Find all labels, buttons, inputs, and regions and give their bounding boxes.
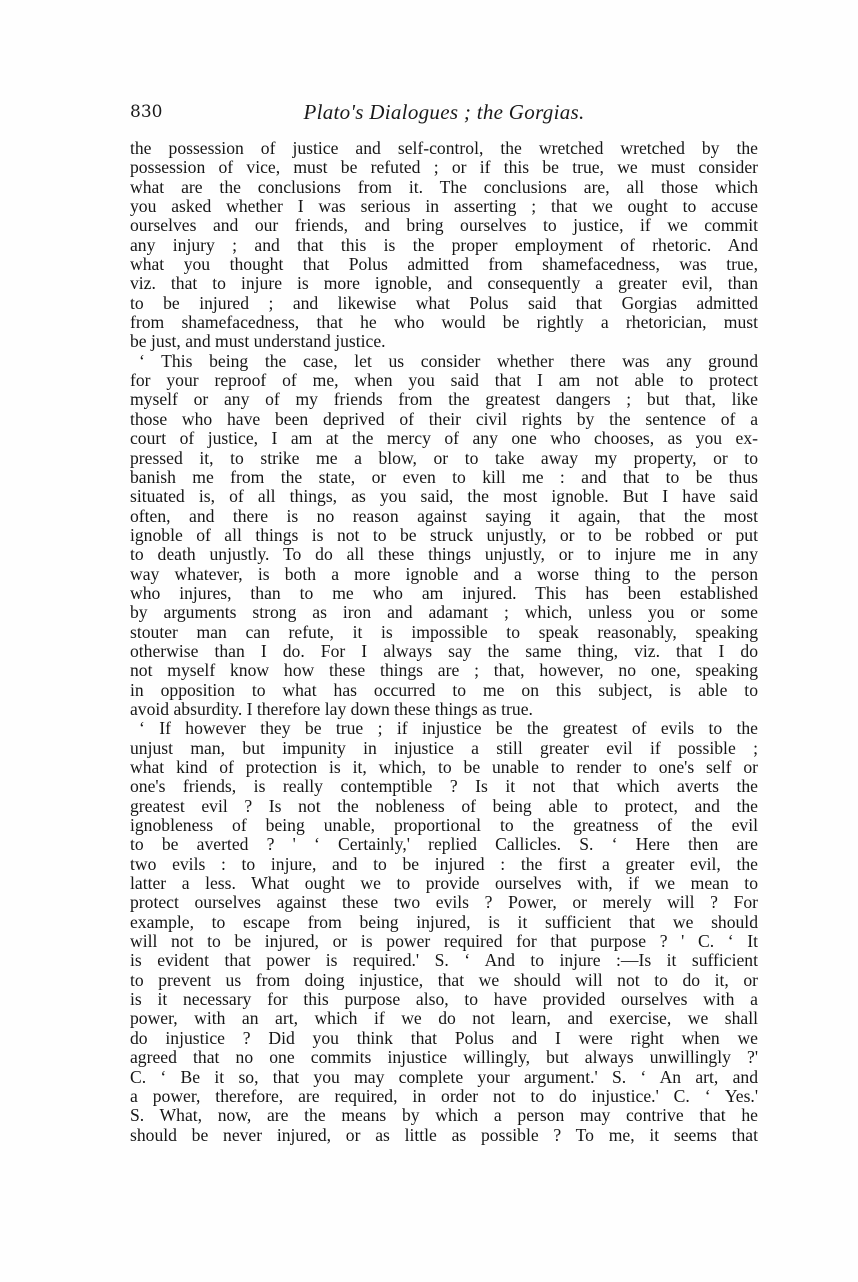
text-line: latter a less. What ought we to provide ourselves with, if we mean to — [130, 873, 758, 894]
text-line: from shamefacedness, that he who would be rightly a rhetorician, must — [130, 312, 758, 333]
text-line: not myself know how these things are ; that, however, no one, speaking — [130, 660, 758, 681]
text-line: who injures, than to me who am injured. This has been established — [130, 582, 758, 603]
text-line: S. What, now, are the means by which a person may contrive that he — [130, 1105, 758, 1126]
text-line: should be never injured, or as little as possible ? To me, it seems that — [130, 1124, 758, 1145]
paragraph-start-line: ‘ This being the case, let us consider whether there was any ground — [139, 350, 758, 371]
text-line: ourselves and our friends, and bring ourselves to justice, if we commit — [130, 215, 758, 236]
text-line: C. ‘ Be it so, that you may complete your argument.' S. ‘ An art, and — [130, 1066, 758, 1087]
text-line: what are the conclusions from it. The conclusions are, all those which — [130, 176, 758, 197]
paragraph-end-line: be just, and must understand justice. — [130, 331, 386, 352]
text-line: court of justice, I am at the mercy of any one who chooses, as you ex- — [130, 428, 758, 449]
text-line: power, with an art, which if we do not learn, and exercise, we shall — [130, 1008, 758, 1029]
text-line: one's friends, is really contemptible ? Is it not that which averts the — [130, 776, 758, 797]
text-line: in opposition to what has occurred to me on this subject, is able to — [130, 679, 758, 700]
paragraph-end-line: avoid absurdity. I therefore lay down these things as true. — [130, 698, 533, 719]
text-line: any injury ; and that this is the proper employment of rhetoric. And — [130, 234, 758, 255]
text-line: possession of vice, must be refuted ; or if this be true, we must consider — [130, 157, 758, 178]
text-line: to be injured ; and likewise what Polus said that Gorgias admitted — [130, 292, 758, 313]
text-line: by arguments strong as iron and adamant ; which, unless you or some — [130, 602, 758, 623]
text-line: often, and there is no reason against saying it again, that the most — [130, 505, 758, 526]
text-line: what kind of protection is it, which, to be unable to render to one's self or — [130, 757, 758, 777]
running-title: Plato's Dialogues ; the Gorgias. — [303, 100, 585, 124]
text-line: a power, therefore, are required, in order not to do injustice.' C. ‘ Yes.' — [130, 1085, 758, 1106]
text-line: stouter man can refute, it is impossible to speak reasonably, speaking — [130, 621, 758, 642]
text-line: banish me from the state, or even to kill me : and that to be thus — [130, 466, 758, 487]
text-line: those who have been deprived of their civil rights by the sentence of a — [130, 408, 758, 429]
text-line: ignobleness of being unable, proportional to the greatness of the evil — [130, 815, 758, 836]
text-line: is it necessary for this purpose also, to have provided ourselves with a — [130, 989, 758, 1010]
text-line: myself or any of my friends from the greatest dangers ; but that, like — [130, 389, 758, 410]
text-line: greatest evil ? Is not the nobleness of being able to protect, and the — [130, 795, 758, 816]
text-line: to death unjustly. To do all these things unjustly, or to injure me in any — [130, 544, 758, 565]
text-line: viz. that to injure is more ignoble, and consequently a greater evil, than — [130, 273, 758, 294]
text-line: do injustice ? Did you think that Polus and I were right when we — [130, 1027, 758, 1048]
text-line: will not to be injured, or is power required for that purpose ? ' C. ‘ It — [130, 931, 758, 952]
page-number: 830 — [130, 102, 163, 122]
text-line: what you thought that Polus admitted from shamefacedness, was true, — [130, 254, 758, 275]
text-line: the possession of justice and self-control, the wretched wretched by the — [130, 138, 758, 158]
running-head — [130, 100, 758, 126]
text-line: two evils : to injure, and to be injured : the first a greater evil, the — [130, 853, 758, 874]
text-line: otherwise than I do. For I always say the same thing, viz. that I do — [130, 640, 758, 661]
text-line: to prevent us from doing injustice, that we should will not to do it, or — [130, 969, 758, 990]
text-line: to be averted ? ' ‘ Certainly,' replied Callicles. S. ‘ Here then are — [130, 834, 758, 855]
text-line: pressed it, to strike me a blow, or to take away my property, or to — [130, 447, 758, 468]
text-line: ignoble of all things is not to be struck unjustly, or to be robbed or put — [130, 524, 758, 545]
text-line: situated is, of all things, as you said, the most ignoble. But I have said — [130, 486, 758, 507]
text-line: example, to escape from being injured, is it sufficient that we should — [130, 911, 758, 932]
text-line: is evident that power is required.' S. ‘ And to injure :—Is it sufficient — [130, 950, 758, 971]
text-line: for your reproof of me, when you said that I am not able to protect — [130, 370, 758, 391]
text-line: protect ourselves against these two evils ? Power, or merely will ? For — [130, 892, 758, 913]
text-line: agreed that no one commits injustice willingly, but always unwillingly ?' — [130, 1047, 758, 1068]
text-line: way whatever, is both a more ignoble and a worse thing to the person — [130, 563, 758, 584]
paragraph-start-line: ‘ If however they be true ; if injustice be the greatest of evils to the — [139, 718, 758, 739]
text-line: you asked whether I was serious in asserting ; that we ought to accuse — [130, 196, 758, 217]
text-line: unjust man, but impunity in injustice a still greater evil if possible ; — [130, 737, 758, 758]
body-text — [130, 139, 758, 1145]
